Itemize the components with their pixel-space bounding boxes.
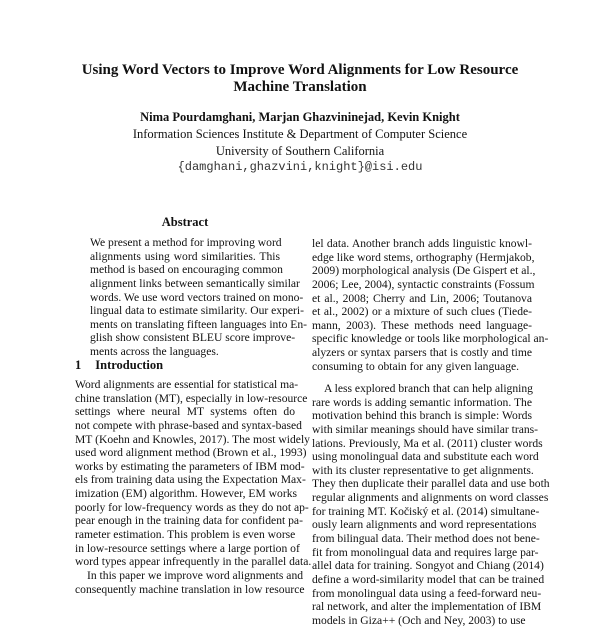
text-line: We present a method for improving word — [90, 236, 282, 249]
text-line: rare words is adding semantic information. The — [312, 395, 532, 409]
affiliation — [0, 126, 600, 176]
text-line: consequently machine translation in low resource — [75, 582, 305, 596]
text-line: 2006; Lee, 2004), syntactic constraints (Fossum — [312, 277, 535, 291]
text-line: lel data. Another branch adds linguistic knowl- — [312, 237, 532, 250]
section-title: Introduction — [95, 358, 164, 372]
text-line: with similar meanings should have similar trans- — [312, 422, 539, 436]
text-line: consuming to obtain for any given language. — [312, 359, 520, 373]
text-line: alignments using word similarities. This — [90, 249, 280, 263]
text-line: not compete with phrase-based and syntax-based — [75, 418, 302, 432]
email: {damghani,ghazvini,knight}@isi.edu — [177, 160, 423, 174]
affiliation-line: University of Southern California — [215, 143, 385, 158]
text-line: models in Giza++ (Och and Ney, 2003) to use — [312, 613, 526, 627]
text-line: specific knowledge or tools like morphological an- — [312, 332, 549, 346]
abstract-heading: Abstract — [161, 215, 209, 229]
text-line: A less explored branch that can help aligning — [324, 382, 533, 395]
text-line: imization (EM) algorithm. However, EM works — [75, 487, 298, 501]
text-line: lations. Previously, Ma et al. (2011) cluster words — [312, 436, 543, 450]
text-line: ments on translating fifteen languages into En- — [90, 317, 308, 331]
text-line: lingual data to estimate similarity. Our experi- — [90, 304, 304, 318]
section-heading — [75, 358, 177, 373]
text-line: motivation behind this branch is simple: Words — [312, 409, 532, 423]
text-line: chine translation (MT), especially in low-resource — [75, 391, 308, 405]
text-line: allel data for training. Songyot and Chiang (2014) — [312, 559, 544, 573]
text-line: pear enough in the training data for confident pa- — [75, 514, 303, 528]
right-column-paragraph-2 — [312, 382, 550, 628]
text-line: mann, 2003). These methods need language- — [312, 318, 532, 332]
text-line: alyzers or syntax parsers that is costly and time — [312, 346, 532, 360]
affiliation-line: Information Sciences Institute & Department of Computer Science — [132, 127, 468, 141]
title-line: Using Word Vectors to Improve Word Alignments for Low Resource — [81, 62, 519, 78]
text-line: glish show consistent BLEU score improve- — [90, 331, 296, 345]
paper-title — [0, 62, 600, 96]
text-line: In this paper we improve word alignments and — [87, 568, 304, 582]
text-line: regular alignments and alignments on word classes — [312, 491, 549, 505]
text-line: with its cluster representative to get alignments. — [312, 463, 534, 477]
text-line: et al., 2008; Cherry and Lin, 2006; Toutanova — [312, 291, 532, 305]
text-line: from monolingual data using a feed-forward neu- — [312, 586, 542, 600]
text-line: Word alignments are essential for statistical ma- — [75, 378, 299, 391]
text-line: els from training data using the Expectation Max- — [75, 473, 306, 487]
text-line: 2009) morphological analysis (De Gispert et al., — [312, 264, 536, 278]
text-line: poorly for low-frequency words as they do not ap- — [75, 500, 309, 514]
text-line: fit from monolingual data and requires large par- — [312, 545, 539, 559]
text-line: settings where neural MT systems often do — [75, 405, 295, 419]
text-line: define a word-similarity model that can be trained — [312, 572, 545, 586]
text-line: They then duplicate their parallel data and use both — [312, 477, 550, 491]
authors: Nima Pourdamghani, Marjan Ghazvininejad, Kevin Knight — [140, 110, 460, 124]
text-line: ously learn alignments and word representations — [312, 518, 537, 532]
text-line: using monolingual data and substitute each word — [312, 450, 539, 464]
text-line: method is based on encouraging common — [90, 263, 283, 277]
text-line: et al., 2002) or a mixture of such clues (Tiede- — [312, 305, 532, 319]
text-line: rameter estimation. This problem is even worse — [75, 528, 296, 542]
text-line: from bilingual data. Their method does not bene- — [312, 532, 540, 546]
text-line: alignment links between semantically similar — [90, 276, 300, 290]
text-line: edge like word stems, orthography (Hermjakob, — [312, 250, 535, 264]
abstract-body — [90, 236, 308, 359]
text-line: MT (Koehn and Knowles, 2017). The most widely — [75, 432, 310, 446]
title-line: Machine Translation — [233, 79, 367, 95]
right-column-paragraph-1 — [312, 237, 549, 373]
text-line: works by estimating the parameters of IBM mod- — [75, 459, 305, 473]
intro-left-column — [75, 378, 312, 596]
section-number: 1 — [75, 358, 82, 372]
text-line: word types appear infrequently in the parallel data. — [75, 555, 312, 569]
text-line: in low-resource settings where a large portion of — [75, 541, 300, 555]
text-line: ments across the languages. — [90, 345, 219, 359]
text-line: words. We use word vectors trained on mono- — [90, 290, 304, 304]
text-line: ral network, and alter the implementation of IBM — [312, 600, 542, 614]
text-line: used word alignment method (Brown et al., 1993) — [75, 446, 307, 460]
text-line: for training MT. Kočiský et al. (2014) simultane- — [312, 504, 540, 518]
